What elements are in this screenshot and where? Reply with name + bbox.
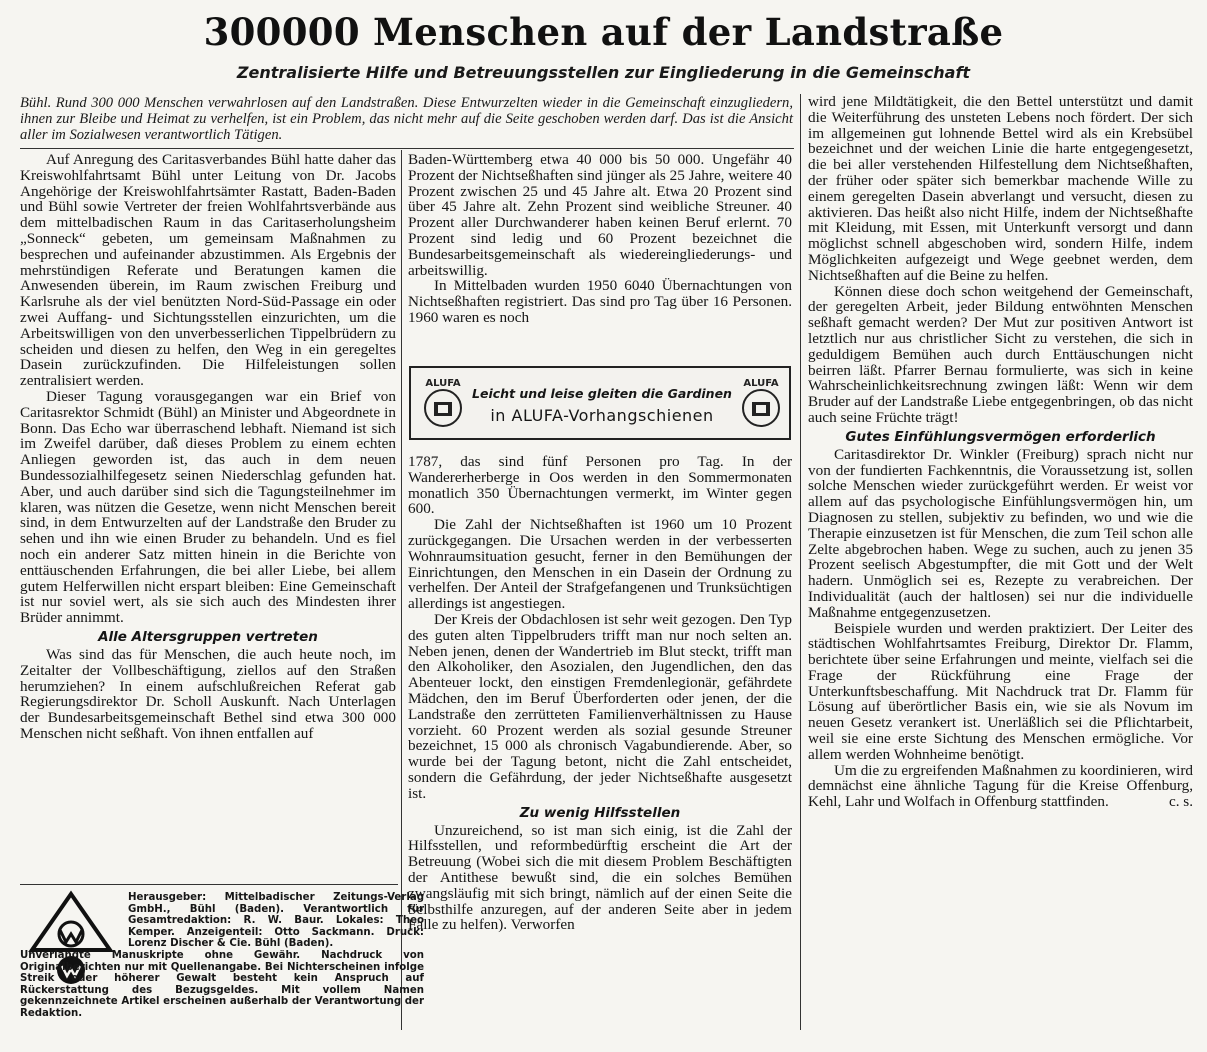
col1-paragraph: Was sind das für Menschen, die auch heute noch, im Zeitalter der Vollbeschäftigung, ziellos auf den Straßen herumziehen? In einem aufschlußreichen Referat gab Regierungsdirektor Dr. Scholl Auskunft. Nach Unterlagen der Bundesarbeitsgemeinschaft Bethel sind etwa 300 000 Menschen nicht seßhaft. Von ihnen entfallen auf xyxy=(20,645,396,742)
col2-paragraph: Unzureichend, so ist man sich einig, ist die Zahl der Hilfsstellen, und reformbedürftig erscheint die Art der Betreuung (Wobei sich die mit diesem Problem Beschäftigten der Antithese bewußt sind, die ein solches Bemühen zwangsläufig mit sich bringt, nämlich auf der einen Seite die Selbsthilfe anzuregen, auf der anderen Seite aber in jedem Falle zu helfen). Verworfen xyxy=(408,821,792,934)
alufa-logo-label: ALUFA xyxy=(743,378,779,389)
col3-paragraph: Können diese doch schon weitgehend der Gemeinschaft, der geregelten Arbeit, jeder Bildung entwöhnten Menschen seßhaft gemacht werden? Der Mut zur positiven Antwort ist letztlich nur aus christlicher Sicht zu verstehen, die sich in geduldigem Bemühen auch durch Enttäuschungen nicht beirren läßt. Pfarrer Bernau formulierte, was sich in keine Wahrscheinlichkeitsrechnung zwingen läßt: Wenn wir dem Bruder auf der Landstraße Liebe entgegenbringen, ob das nicht auch seine Früchte trägt! xyxy=(808,282,1193,426)
col3-subheading: Gutes Einfühlungsvermögen erforderlich xyxy=(845,428,1156,445)
column-rule-2 xyxy=(800,94,801,1030)
col2-paragraph: 1787, das sind fünf Personen pro Tag. In der Wandererherberge in Oos werden in den Sommermonaten monatlich 350 Übernachtungen vermerkt, im Winter gegen 600. xyxy=(408,454,792,518)
col3-paragraph xyxy=(808,763,1193,810)
col1-paragraph: Dieser Tagung vorausgegangen war ein Brief von Caritasrektor Schmidt (Bühl) an Minister und Abgeordnete in Bonn. Das Echo war überraschend lebhaft. Niemand ist sich im Zweifel darüber, daß dieses Problem zu einem echten Anliegen geworden ist, das auch in dem neuen Bundessozialhilfegesetz seinen Niederschlag gefunden hat. Aber, und auch darüber sind sich die Tagungsteilnehmer im klaren, was nützen die Gesetze, wenn nicht Menschen bereit sind, in dem Entwurzelten auf der Landstraße den Bruder zu sehen und ihn wie einen Bruder zu behandeln. Und es fiel noch ein anderer Satz mitten hinein in die Berichte von enttäuschenden Erfahrungen, die bei aller Liebe, bei allem gutem Helferwillen nicht erspart bleiben: Eine Gemeinschaft ist nur soviel wert, als sie sich auch des Mindesten ihrer Brüder annimmt. xyxy=(20,387,396,627)
article-column-2-bottom xyxy=(408,454,792,1024)
ad-product-line: in ALUFA-Vorhangschienen xyxy=(490,406,714,425)
subheadline: Zentralisierte Hilfe und Betreuungsstellen zur Eingliederung in die Gemeinschaft xyxy=(236,63,971,82)
col2-paragraph: In Mittelbaden wurden 1950 6040 Übernachtungen von Nichtseßhaften registriert. Das sind pro Tag über 16 Personen. 1960 waren es noch xyxy=(408,277,792,326)
col3-paragraph: wird jene Mildtätigkeit, die den Bettel unterstützt und damit die Weiterführung des unsteten Lebens noch fördert. Der sich im allgemeinen gut lohnende Bettel wird als ein Krebsübel bezeichnet und der weichen Linie die harte entgegengesetzt, die bei aller verstehenden Hilfestellung dem Nichtseßhaften, der früher oder später sich bemerkbar machende Wille zu einem geregelten Dasein abverlangt und versucht, diesen zu aktivieren. Das heißt also nicht Hilfe, indem der Nichtseßhafte mit Kleidung, mit Essen, mit Unterkunft versorgt und dann möglichst schnell abgeschoben wird, sondern Hilfe, indem Möglichkeiten aufgezeigt und Wege geebnet werden, dem Nichtseßhaften auf die Beine zu helfen. xyxy=(808,94,1193,284)
author-signature: c. s. xyxy=(1168,793,1193,811)
lead-paragraph: Bühl. Rund 300 000 Menschen verwahrlosen auf den Landstraßen. Diese Entwurzelten wieder in die Gemeinschaft einzugliedern, ihnen zur Bleibe und Heimat zu verhelfen, ist ein Problem, das nicht mehr auf die Seite geschoben werden darf. Das ist die Ansicht aller im Sozialwesen verantwortlich Tätigen. xyxy=(20,95,793,143)
col2-subheading: Zu wenig Hilfsstellen xyxy=(519,804,681,821)
col2-paragraph: Baden-Württemberg etwa 40 000 bis 50 000. Ungefähr 40 Prozent der Nichtseßhaften sind jünger als 25 Jahre, weitere 40 Prozent zwischen 25 und 45 Jahre alt. Etwa 20 Prozent sind über 45 Jahre alt. Zehn Prozent sind weibliche Streuner. 40 Prozent aller Durchwanderer haben keinen Beruf erlernt. 70 Prozent sind ledig und 60 Prozent bezeichnet die Bundesarbeitsgemeinschaft als wiedereingliederungs- und arbeitswillig. xyxy=(408,152,792,279)
ad-slogan: Leicht und leise gleiten die Gardinen xyxy=(472,386,732,401)
lead-rule xyxy=(20,148,794,149)
col3-paragraph: Caritasdirektor Dr. Winkler (Freiburg) sprach nicht nur von der fundierten Fachkenntnis, die Voraussetzung ist, sollen solche Menschen wieder zurückgeführt werden. Er weist vor allem auf das psychologische Einfühlungsvermögen hin, um Diagnosen zu stellen, subjektiv zu befinden, wo und wie die Therapie einzusetzen ist für Menschen, die zum Teil schon alle Zelte abgebrochen haben. Wege zu suchen, auch zu jenen 35 Prozent seelisch Abgestumpfter, die mit Gott und der Welt hadern. Unmöglich sei es, Rezepte zu verabreichen. Der Individualität (auch der haltlosen) sei nur die individuelle Maßnahme entgegenzusetzen. xyxy=(808,445,1193,621)
col1-subheading: Alle Altersgruppen vertreten xyxy=(98,628,318,645)
alufa-logo-icon xyxy=(735,374,787,434)
col2-paragraph: Die Zahl der Nichtseßhaften ist 1960 um 10 Prozent zurückgegangen. Die Ursachen werden in der verbesserten Wohnraumsituation gesucht, ferner in den Bemühungen der Einrichtungen, den Menschen in ein Dasein der Ordnung zu verhelfen. Der Anteil der Strafgefangenen und Trunksüchtigen allerdings ist angestiegen. xyxy=(408,516,792,613)
col2-paragraph: Der Kreis der Obdachlosen ist sehr weit gezogen. Den Typ des guten alten Tippelbruders trifft man nur noch selten an. Neben jenen, denen der Wandertrieb im Blut steckt, trifft man den Alkoholiker, den Asozialen, den Jugendlichen, den das Abenteuer lockt, den einstigen Fremdenlegionär, gefährdete Mädchen, den im Beruf Überforderten oder jenen, der die Landstraße den zerrütteten Familienverhältnissen zu Hause vorzieht. 60 Prozent werden als sozial gesunde Streuner bezeichnet, 15 000 als chronisch Vagabundierende. Aber, so wurde bei der Tagung betont, nicht die Zahl entscheidet, sondern die Gefährdung, der jeder Nichtseßhafte ausgesetzt ist. xyxy=(408,610,792,802)
imprint-box xyxy=(20,888,424,1028)
alufa-advertisement xyxy=(409,366,791,440)
alufa-logo-icon xyxy=(417,374,469,434)
col1-paragraph: Auf Anregung des Caritasverbandes Bühl hatte daher das Kreiswohlfahrtsamt Bühl unter Leitung von Dr. Jacobs Angehörige der Kreiswohlfahrtsämter Rastatt, Baden-Baden und Bühl sowie Vertreter der freien Wohlfahrtsverbände aus dem mittelbadischen Raum in das Caritaserholungsheim „Sonneck“ gebeten, um gemeinsam Maßnahmen zu besprechen und aufeinander abzustimmen. Als Ergebnis der mehrstündigen Referate und Beratungen kamen die Anwesenden überein, im Raum zwischen Freiburg und Karlsruhe als der viel benützten Nord-Süd-Passage ein oder zwei Auffang- und Sichtungsstellen einzurichten, um die Arbeitswilligen von den unverbesserlichen Tippelbrüdern zu scheiden und diesen zu helfen, den Weg in ein geregeltes Dasein zurückzufinden. Die Hilfeleistungen sollen zentralisiert werden. xyxy=(20,152,396,390)
col3-paragraph: Beispiele wurden und werden praktiziert. Der Leiter des städtischen Wohlfahrtsamtes Freiburg, Direktor Dr. Flamm, berichtete über seine Erfahrungen und meinte, vielfach sei die Frage der Rückführung eine Frage der Unterkunftsbeschaffung. Mit Nachdruck trat Dr. Flamm für Lösung auf überörtlicher Basis ein, wie sie als Novum im neuen Gesetz verankert ist. Unerläßlich sei die Pflichtarbeit, weil sie eine erste Sichtung des Menschen ermögliche. Vor allem werden Wohnheime benötigt. xyxy=(808,619,1193,763)
imprint-disclaimer: Unverlangte Manuskripte ohne Gewähr. Nachdruck von Originalberichten nur mit Quellenangabe. Bei Nichterscheinen infolge Streik oder höherer Gewalt besteht kein Anspruch auf Rückerstattung des Bezugsgeldes. Mit vollem Namen gekennzeichnete Artikel erscheinen außerhalb der Verantwortung der Redaktion. xyxy=(20,950,424,1019)
headline: 300000 Menschen auf der Landstraße xyxy=(203,10,1004,54)
article-column-1 xyxy=(20,152,396,880)
article-column-3 xyxy=(808,94,1193,1024)
col3-closing-text: Um die zu ergreifenden Maßnahmen zu koordinieren, wird demnächst eine ähnliche Tagung für die Kreise Offenburg, Kehl, Lahr und Wolfach in Offenburg stattfinden. xyxy=(808,761,1193,811)
article-column-2-top xyxy=(408,152,792,352)
imprint-rule xyxy=(20,884,398,885)
imprint-publisher: Herausgeber: Mittelbadischer Zeitungs-Verlag GmbH., Bühl (Baden). Verantwortlich für Gesamtredaktion: R. W. Baur. Lokales: Theo Kemper. Anzeigenteil: Otto Sackmann. Druck: Lorenz Discher & Cie. Bühl (Baden). xyxy=(128,892,424,950)
alufa-logo-label: ALUFA xyxy=(425,378,461,389)
